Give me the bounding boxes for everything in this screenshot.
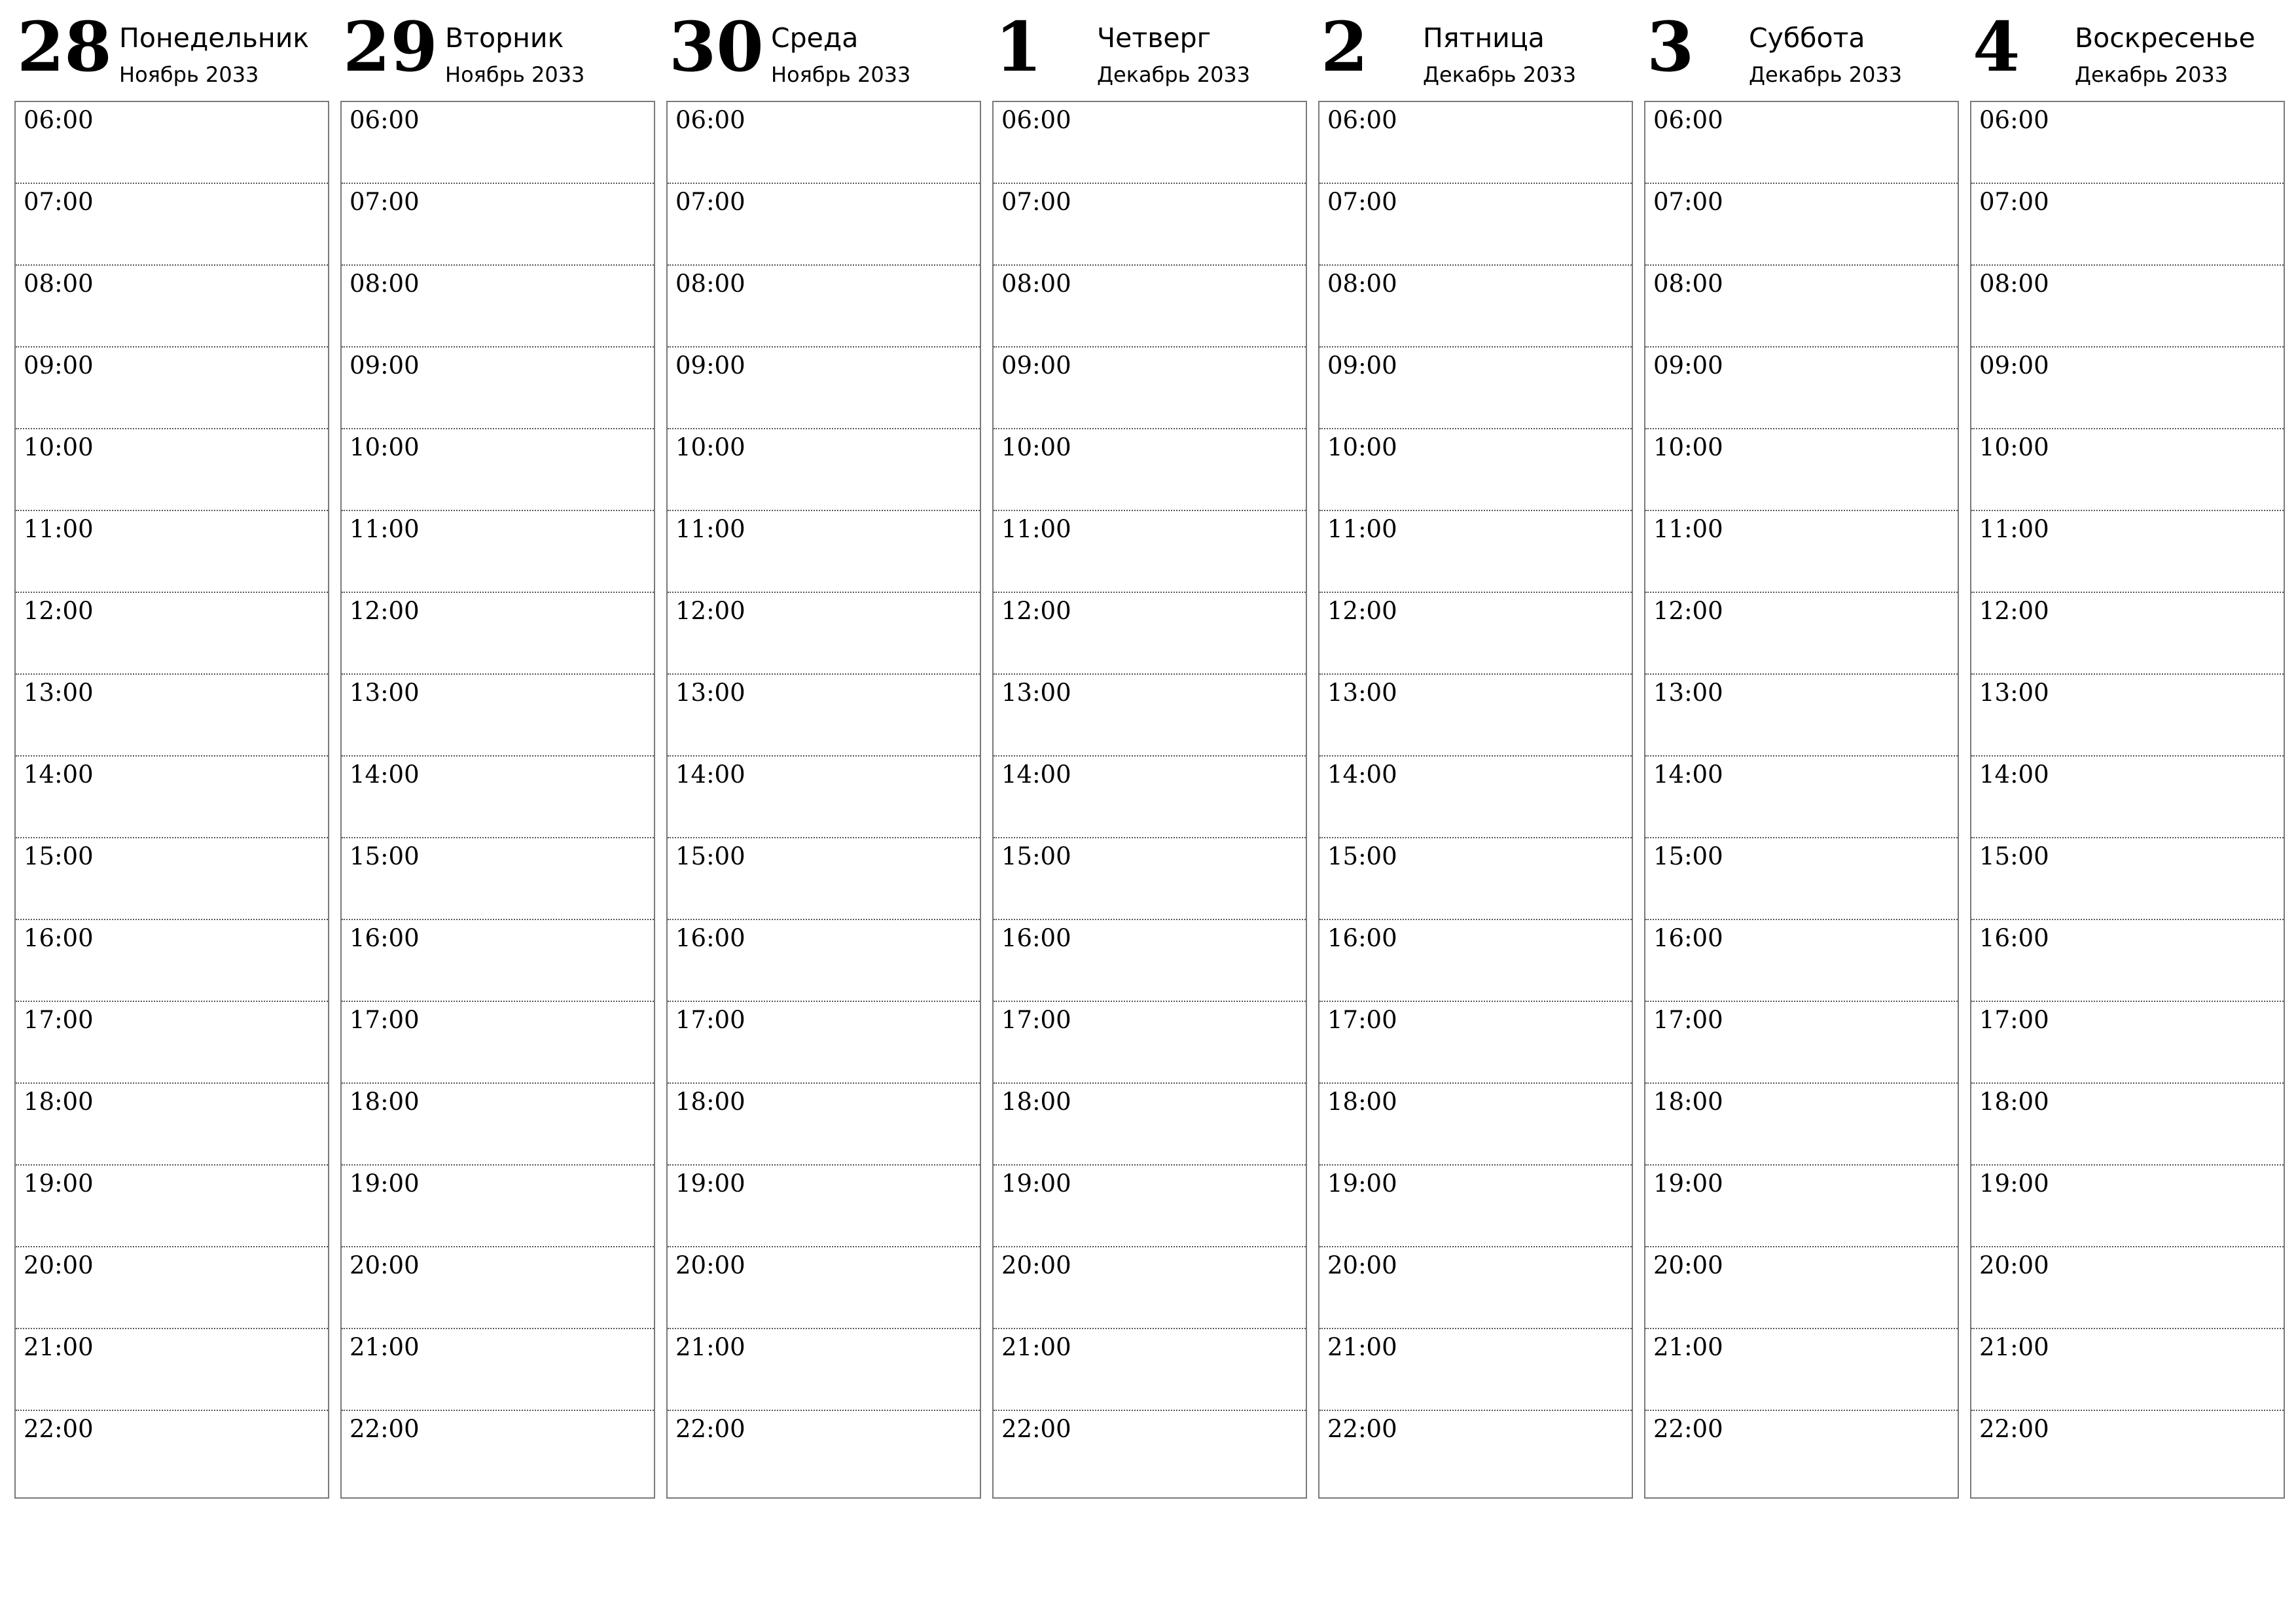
- time-slot[interactable]: [16, 838, 328, 920]
- time-slot[interactable]: [994, 1411, 1306, 1497]
- time-label: 16:00: [1327, 924, 1397, 952]
- time-label: 12:00: [675, 597, 745, 625]
- time-slot[interactable]: [994, 757, 1306, 838]
- day-header: [1318, 0, 1633, 99]
- time-slot[interactable]: [668, 1084, 980, 1166]
- time-slot[interactable]: [668, 1329, 980, 1411]
- time-label: 14:00: [675, 760, 745, 789]
- time-slot[interactable]: [1971, 348, 2284, 429]
- time-slot[interactable]: [1971, 1247, 2284, 1329]
- time-slot[interactable]: [1319, 1002, 1632, 1084]
- time-label: 22:00: [1979, 1415, 2049, 1443]
- time-slot[interactable]: [16, 675, 328, 757]
- time-slot[interactable]: [342, 593, 654, 675]
- time-label: 20:00: [675, 1251, 745, 1279]
- time-slot[interactable]: [1319, 1166, 1632, 1247]
- time-slot[interactable]: [16, 102, 328, 184]
- time-label: 19:00: [1327, 1169, 1397, 1198]
- time-label: 20:00: [24, 1251, 94, 1279]
- time-label: 20:00: [1001, 1251, 1071, 1279]
- day-number: 2: [1321, 7, 1369, 87]
- time-slot[interactable]: [994, 1247, 1306, 1329]
- time-slot[interactable]: [1319, 102, 1632, 184]
- time-label: 22:00: [1653, 1415, 1723, 1443]
- time-slot[interactable]: [1319, 1329, 1632, 1411]
- day-column: [1318, 0, 1633, 1443]
- time-label: 06:00: [1327, 106, 1397, 134]
- time-slot[interactable]: [1319, 1247, 1632, 1329]
- time-slot[interactable]: [342, 675, 654, 757]
- time-label: 21:00: [1001, 1333, 1071, 1361]
- time-slot[interactable]: [1319, 348, 1632, 429]
- day-column: [1970, 0, 2285, 1443]
- time-label: 09:00: [1979, 351, 2049, 380]
- time-slot[interactable]: [1971, 184, 2284, 266]
- time-grid: [14, 101, 329, 1499]
- time-label: 08:00: [1001, 270, 1071, 298]
- time-label: 15:00: [1653, 842, 1723, 870]
- time-slot[interactable]: [668, 266, 980, 348]
- time-label: 09:00: [675, 351, 745, 380]
- time-slot[interactable]: [1645, 757, 1958, 838]
- time-label: 14:00: [1653, 760, 1723, 789]
- time-label: 10:00: [675, 433, 745, 461]
- time-slot[interactable]: [1971, 1166, 2284, 1247]
- time-label: 14:00: [1327, 760, 1397, 789]
- time-label: 16:00: [1001, 924, 1071, 952]
- time-slot[interactable]: [668, 757, 980, 838]
- day-column: [666, 0, 981, 1443]
- time-slot[interactable]: [342, 102, 654, 184]
- weekday-name: Четверг: [1097, 22, 1211, 54]
- day-number: 30: [669, 7, 764, 87]
- time-slot[interactable]: [1319, 1084, 1632, 1166]
- time-label: 18:00: [675, 1088, 745, 1116]
- time-slot[interactable]: [994, 1084, 1306, 1166]
- time-label: 16:00: [675, 924, 745, 952]
- month-year: Ноябрь 2033: [445, 62, 585, 87]
- time-slot[interactable]: [668, 838, 980, 920]
- time-label: 08:00: [1327, 270, 1397, 298]
- time-label: 17:00: [1001, 1006, 1071, 1034]
- weekday-name: Суббота: [1749, 22, 1865, 54]
- time-slot[interactable]: [1971, 838, 2284, 920]
- time-label: 11:00: [24, 515, 94, 543]
- time-label: 16:00: [1979, 924, 2049, 952]
- time-label: 16:00: [1653, 924, 1723, 952]
- time-label: 12:00: [1327, 597, 1397, 625]
- time-label: 19:00: [675, 1169, 745, 1198]
- day-header: [1970, 0, 2285, 99]
- time-label: 06:00: [1001, 106, 1071, 134]
- month-year: Декабрь 2033: [1097, 62, 1251, 87]
- time-slot[interactable]: [342, 348, 654, 429]
- time-label: 19:00: [1653, 1169, 1723, 1198]
- time-label: 18:00: [1327, 1088, 1397, 1116]
- time-label: 09:00: [1653, 351, 1723, 380]
- time-slot[interactable]: [16, 920, 328, 1002]
- time-label: 19:00: [1979, 1169, 2049, 1198]
- time-slot[interactable]: [994, 348, 1306, 429]
- time-slot[interactable]: [1971, 593, 2284, 675]
- time-slot[interactable]: [1645, 184, 1958, 266]
- time-label: 11:00: [350, 515, 420, 543]
- time-label: 14:00: [1979, 760, 2049, 789]
- time-label: 07:00: [675, 188, 745, 216]
- time-label: 20:00: [1653, 1251, 1723, 1279]
- month-year: Декабрь 2033: [1423, 62, 1577, 87]
- time-slot[interactable]: [16, 1247, 328, 1329]
- time-slot[interactable]: [1319, 757, 1632, 838]
- time-label: 07:00: [1979, 188, 2049, 216]
- time-label: 12:00: [1979, 597, 2049, 625]
- time-slot[interactable]: [16, 1002, 328, 1084]
- time-label: 09:00: [1327, 351, 1397, 380]
- time-slot[interactable]: [1319, 266, 1632, 348]
- time-label: 12:00: [350, 597, 420, 625]
- time-slot[interactable]: [342, 266, 654, 348]
- time-slot[interactable]: [1645, 1329, 1958, 1411]
- time-label: 13:00: [1653, 679, 1723, 707]
- time-label: 21:00: [1653, 1333, 1723, 1361]
- time-slot[interactable]: [1645, 429, 1958, 511]
- time-label: 13:00: [350, 679, 420, 707]
- time-label: 16:00: [24, 924, 94, 952]
- day-header: [1644, 0, 1959, 99]
- time-label: 17:00: [1653, 1006, 1723, 1034]
- time-label: 21:00: [1327, 1333, 1397, 1361]
- day-column: [992, 0, 1307, 1443]
- time-label: 06:00: [24, 106, 94, 134]
- time-label: 10:00: [1001, 433, 1071, 461]
- day-header: [992, 0, 1307, 99]
- time-label: 08:00: [675, 270, 745, 298]
- time-slot[interactable]: [1645, 920, 1958, 1002]
- time-label: 18:00: [1001, 1088, 1071, 1116]
- time-label: 14:00: [24, 760, 94, 789]
- time-slot[interactable]: [994, 429, 1306, 511]
- time-slot[interactable]: [342, 1411, 654, 1497]
- time-slot[interactable]: [16, 757, 328, 838]
- time-slot[interactable]: [994, 511, 1306, 593]
- time-slot[interactable]: [1319, 675, 1632, 757]
- time-slot[interactable]: [1645, 1002, 1958, 1084]
- time-slot[interactable]: [342, 511, 654, 593]
- time-grid: [340, 101, 655, 1499]
- time-label: 18:00: [1653, 1088, 1723, 1116]
- time-label: 18:00: [24, 1088, 94, 1116]
- time-slot[interactable]: [342, 838, 654, 920]
- weekday-name: Понедельник: [119, 22, 310, 54]
- time-label: 17:00: [350, 1006, 420, 1034]
- time-slot[interactable]: [1645, 102, 1958, 184]
- time-grid: [666, 101, 981, 1499]
- time-slot[interactable]: [668, 184, 980, 266]
- time-slot[interactable]: [1971, 675, 2284, 757]
- time-label: 16:00: [350, 924, 420, 952]
- day-column: [340, 0, 655, 1443]
- time-label: 07:00: [1653, 188, 1723, 216]
- weekday-name: Пятница: [1423, 22, 1545, 54]
- time-label: 11:00: [1979, 515, 2049, 543]
- time-slot[interactable]: [1319, 511, 1632, 593]
- time-slot[interactable]: [342, 1166, 654, 1247]
- time-label: 22:00: [1327, 1415, 1397, 1443]
- time-slot[interactable]: [668, 1002, 980, 1084]
- time-slot[interactable]: [994, 1329, 1306, 1411]
- time-label: 07:00: [1001, 188, 1071, 216]
- time-label: 17:00: [675, 1006, 745, 1034]
- time-slot[interactable]: [668, 102, 980, 184]
- time-label: 06:00: [675, 106, 745, 134]
- time-label: 08:00: [1653, 270, 1723, 298]
- time-label: 22:00: [1001, 1415, 1071, 1443]
- time-slot[interactable]: [1971, 1329, 2284, 1411]
- time-slot[interactable]: [994, 675, 1306, 757]
- time-slot[interactable]: [16, 184, 328, 266]
- time-label: 12:00: [1653, 597, 1723, 625]
- time-label: 07:00: [24, 188, 94, 216]
- day-number: 28: [17, 7, 112, 87]
- time-label: 11:00: [675, 515, 745, 543]
- time-label: 06:00: [350, 106, 420, 134]
- time-slot[interactable]: [668, 348, 980, 429]
- time-label: 10:00: [1327, 433, 1397, 461]
- time-label: 19:00: [1001, 1169, 1071, 1198]
- time-label: 13:00: [1327, 679, 1397, 707]
- day-header: [14, 0, 329, 99]
- time-slot[interactable]: [342, 1329, 654, 1411]
- time-label: 15:00: [1001, 842, 1071, 870]
- time-label: 17:00: [1327, 1006, 1397, 1034]
- day-column: [1644, 0, 1959, 1443]
- time-label: 19:00: [24, 1169, 94, 1198]
- time-slot[interactable]: [994, 838, 1306, 920]
- time-slot[interactable]: [668, 429, 980, 511]
- weekday-name: Воскресенье: [2075, 22, 2255, 54]
- time-label: 13:00: [1001, 679, 1071, 707]
- time-grid: [1970, 101, 2285, 1499]
- time-label: 17:00: [24, 1006, 94, 1034]
- time-label: 08:00: [24, 270, 94, 298]
- time-label: 21:00: [675, 1333, 745, 1361]
- time-slot[interactable]: [994, 266, 1306, 348]
- time-label: 19:00: [350, 1169, 420, 1198]
- time-label: 18:00: [350, 1088, 420, 1116]
- time-label: 20:00: [350, 1251, 420, 1279]
- time-label: 14:00: [350, 760, 420, 789]
- time-slot[interactable]: [668, 511, 980, 593]
- time-label: 15:00: [1327, 842, 1397, 870]
- time-slot[interactable]: [1319, 1411, 1632, 1497]
- time-grid: [992, 101, 1307, 1499]
- time-slot[interactable]: [16, 593, 328, 675]
- time-slot[interactable]: [16, 429, 328, 511]
- time-slot[interactable]: [1319, 593, 1632, 675]
- time-slot[interactable]: [1319, 838, 1632, 920]
- time-slot[interactable]: [1645, 1084, 1958, 1166]
- day-number: 1: [995, 7, 1043, 87]
- time-slot[interactable]: [1645, 838, 1958, 920]
- time-slot[interactable]: [1645, 1247, 1958, 1329]
- time-label: 09:00: [1001, 351, 1071, 380]
- weekday-name: Вторник: [445, 22, 564, 54]
- time-slot[interactable]: [16, 1084, 328, 1166]
- weekday-name: Среда: [771, 22, 859, 54]
- time-slot[interactable]: [994, 920, 1306, 1002]
- time-label: 12:00: [1001, 597, 1071, 625]
- time-slot[interactable]: [1645, 348, 1958, 429]
- day-header: [666, 0, 981, 99]
- time-grid: [1318, 101, 1633, 1499]
- time-slot[interactable]: [16, 1166, 328, 1247]
- time-slot[interactable]: [668, 920, 980, 1002]
- time-slot[interactable]: [994, 102, 1306, 184]
- time-slot[interactable]: [1971, 511, 2284, 593]
- time-label: 20:00: [1327, 1251, 1397, 1279]
- time-slot[interactable]: [1971, 1002, 2284, 1084]
- day-number: 3: [1647, 7, 1695, 87]
- time-label: 22:00: [24, 1415, 94, 1443]
- time-slot[interactable]: [342, 757, 654, 838]
- time-slot[interactable]: [16, 266, 328, 348]
- time-label: 13:00: [24, 679, 94, 707]
- time-slot[interactable]: [16, 511, 328, 593]
- time-label: 17:00: [1979, 1006, 2049, 1034]
- time-slot[interactable]: [668, 593, 980, 675]
- time-slot[interactable]: [1971, 266, 2284, 348]
- time-slot[interactable]: [342, 920, 654, 1002]
- month-year: Ноябрь 2033: [119, 62, 259, 87]
- time-slot[interactable]: [1319, 920, 1632, 1002]
- time-label: 12:00: [24, 597, 94, 625]
- time-slot[interactable]: [342, 184, 654, 266]
- time-slot[interactable]: [1645, 511, 1958, 593]
- time-slot[interactable]: [342, 1247, 654, 1329]
- time-label: 09:00: [24, 351, 94, 380]
- time-slot[interactable]: [1971, 429, 2284, 511]
- time-label: 10:00: [1979, 433, 2049, 461]
- time-label: 10:00: [24, 433, 94, 461]
- time-slot[interactable]: [16, 348, 328, 429]
- time-label: 07:00: [1327, 188, 1397, 216]
- time-slot[interactable]: [342, 1084, 654, 1166]
- time-slot[interactable]: [1645, 1411, 1958, 1497]
- time-slot[interactable]: [342, 1002, 654, 1084]
- time-label: 10:00: [1653, 433, 1723, 461]
- time-label: 22:00: [350, 1415, 420, 1443]
- time-slot[interactable]: [342, 429, 654, 511]
- time-label: 15:00: [24, 842, 94, 870]
- day-number: 29: [343, 7, 438, 87]
- time-label: 14:00: [1001, 760, 1071, 789]
- time-slot[interactable]: [1645, 266, 1958, 348]
- month-year: Ноябрь 2033: [771, 62, 911, 87]
- time-slot[interactable]: [668, 1247, 980, 1329]
- time-label: 21:00: [24, 1333, 94, 1361]
- day-column: [14, 0, 329, 1443]
- time-slot[interactable]: [1971, 757, 2284, 838]
- time-label: 21:00: [1979, 1333, 2049, 1361]
- time-label: 07:00: [350, 188, 420, 216]
- time-slot[interactable]: [668, 675, 980, 757]
- time-grid: [1644, 101, 1959, 1499]
- time-slot[interactable]: [994, 1002, 1306, 1084]
- time-label: 08:00: [350, 270, 420, 298]
- time-slot[interactable]: [668, 1166, 980, 1247]
- time-label: 15:00: [1979, 842, 2049, 870]
- time-slot[interactable]: [16, 1411, 328, 1497]
- time-label: 18:00: [1979, 1088, 2049, 1116]
- time-slot[interactable]: [16, 1329, 328, 1411]
- time-label: 22:00: [675, 1415, 745, 1443]
- day-header: [340, 0, 655, 99]
- time-slot[interactable]: [1971, 1084, 2284, 1166]
- time-label: 09:00: [350, 351, 420, 380]
- time-slot[interactable]: [1645, 1166, 1958, 1247]
- time-label: 20:00: [1979, 1251, 2049, 1279]
- time-label: 06:00: [1979, 106, 2049, 134]
- time-label: 08:00: [1979, 270, 2049, 298]
- time-label: 06:00: [1653, 106, 1723, 134]
- time-label: 11:00: [1327, 515, 1397, 543]
- time-label: 21:00: [350, 1333, 420, 1361]
- time-slot[interactable]: [994, 593, 1306, 675]
- time-slot[interactable]: [1645, 675, 1958, 757]
- time-slot[interactable]: [1319, 429, 1632, 511]
- month-year: Декабрь 2033: [1749, 62, 1903, 87]
- month-year: Декабрь 2033: [2075, 62, 2229, 87]
- time-label: 10:00: [350, 433, 420, 461]
- time-slot[interactable]: [668, 1411, 980, 1497]
- time-label: 13:00: [1979, 679, 2049, 707]
- time-slot[interactable]: [994, 184, 1306, 266]
- day-number: 4: [1973, 7, 2020, 87]
- time-label: 11:00: [1653, 515, 1723, 543]
- time-label: 15:00: [675, 842, 745, 870]
- time-label: 13:00: [675, 679, 745, 707]
- time-slot[interactable]: [1319, 184, 1632, 266]
- time-slot[interactable]: [1971, 920, 2284, 1002]
- time-label: 11:00: [1001, 515, 1071, 543]
- time-label: 15:00: [350, 842, 420, 870]
- time-slot[interactable]: [1645, 593, 1958, 675]
- time-slot[interactable]: [1971, 102, 2284, 184]
- time-slot[interactable]: [994, 1166, 1306, 1247]
- time-slot[interactable]: [1971, 1411, 2284, 1497]
